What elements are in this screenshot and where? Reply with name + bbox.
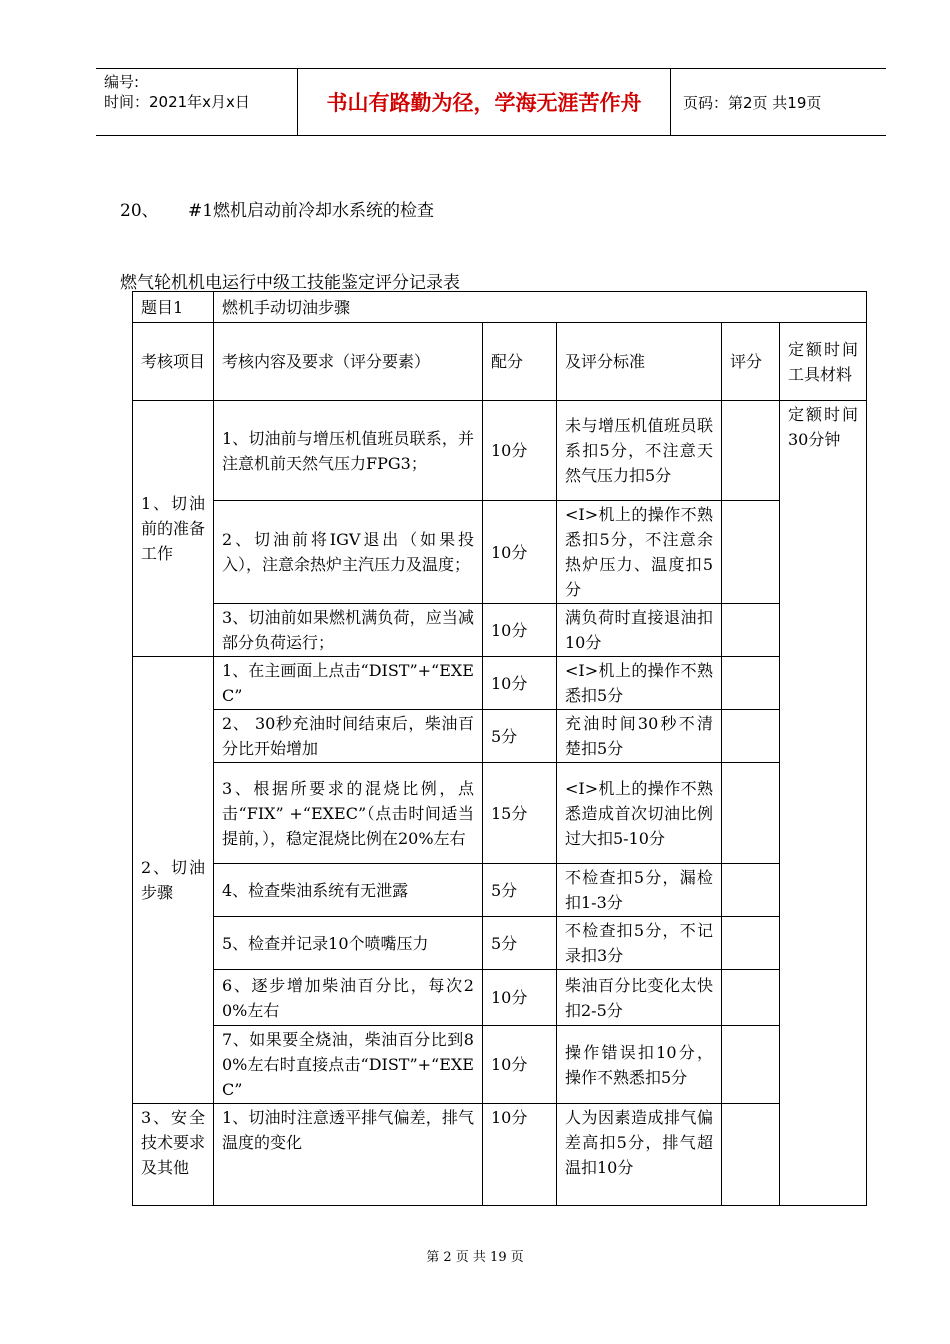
time-label: 时间：2021年x月x日 [104,93,250,111]
score-cell: 10分 [483,1104,557,1206]
table-row [133,1026,867,1104]
rating-cell[interactable] [722,501,780,604]
score-cell: 10分 [483,604,557,657]
table-row [133,657,867,710]
standard-cell: <I>机上的操作不熟悉扣5分 [557,657,722,710]
content-cell: 1、切油时注意透平排气偏差，排气温度的变化 [214,1104,483,1206]
rating-cell[interactable] [722,917,780,970]
page-header [96,68,886,136]
table-row [133,917,867,970]
quota-cell: 定额时间30分钟 [780,401,867,1206]
group-item: 1、切油前的准备工作 [133,401,214,657]
content-cell: 2、 30秒充油时间结束后，柴油百分比开始增加 [214,710,483,763]
standard-cell: 充油时间30秒不清楚扣5分 [557,710,722,763]
header-row [133,323,867,401]
standard-cell: 不检查扣5分，漏检扣1-3分 [557,864,722,917]
table-row [133,710,867,763]
col-header-standard: 及评分标准 [557,323,722,401]
content-cell: 5、检查并记录10个喷嘴压力 [214,917,483,970]
content-cell: 1、切油前与增压机值班员联系，并注意机前天然气压力FPG3； [214,401,483,501]
content-cell: 3、切油前如果燃机满负荷，应当减部分负荷运行； [214,604,483,657]
standard-cell: 未与增压机值班员联系扣5分，不注意天然气压力扣5分 [557,401,722,501]
section-number: 20、 [120,201,159,221]
rating-cell[interactable] [722,710,780,763]
header-page-info: 页码：第2页 共19页 [683,93,822,112]
table-caption: 燃气轮机机电运行中级工技能鉴定评分记录表 [120,273,460,293]
rating-cell[interactable] [722,657,780,710]
table-row [133,864,867,917]
score-cell: 5分 [483,917,557,970]
header-meta [96,69,298,135]
standard-cell: <I>机上的操作不熟悉造成首次切油比例过大扣5-10分 [557,763,722,864]
serial-label: 编号: [104,73,140,91]
col-header-item: 考核项目 [133,323,214,401]
score-cell: 10分 [483,1026,557,1104]
rating-cell[interactable] [722,604,780,657]
rating-cell[interactable] [722,864,780,917]
col-header-quota: 定额时间工具材料 [780,323,867,401]
standard-cell: <I>机上的操作不熟悉扣5分，不注意余热炉压力、温度扣5分 [557,501,722,604]
content-cell: 2、切油前将IGV退出（如果投入），注意余热炉主汽压力及温度； [214,501,483,604]
content-cell: 7、如果要全烧油，柴油百分比到80%左右时直接点击“DIST”+“EXEC” [214,1026,483,1104]
col-header-content: 考核内容及要求（评分要素） [214,323,483,401]
standard-cell: 满负荷时直接退油扣10分 [557,604,722,657]
score-cell: 10分 [483,501,557,604]
header-motto: 书山有路勤为径，学海无涯苦作舟 [298,69,671,135]
topic-label: 题目1 [133,292,214,323]
group-item: 2、切油步骤 [133,657,214,1104]
content-cell: 6、逐步增加柴油百分比，每次20%左右 [214,970,483,1026]
standard-cell: 不检查扣5分，不记录扣3分 [557,917,722,970]
topic-value: 燃机手动切油步骤 [214,292,867,323]
score-cell: 5分 [483,864,557,917]
standard-cell: 操作错误扣10分，操作不熟悉扣5分 [557,1026,722,1104]
table-row [133,970,867,1026]
score-cell: 10分 [483,970,557,1026]
standard-cell: 人为因素造成排气偏差高扣5分，排气超温扣10分 [557,1104,722,1206]
content-cell: 4、检查柴油系统有无泄露 [214,864,483,917]
score-table [132,291,867,1206]
rating-cell[interactable] [722,970,780,1026]
page-footer: 第 2 页 共 19 页 [426,1250,524,1265]
section-heading: #1燃机启动前冷却水系统的检查 [188,201,435,221]
score-cell: 10分 [483,657,557,710]
table-row [133,763,867,864]
rating-cell[interactable] [722,401,780,501]
score-cell: 15分 [483,763,557,864]
content-cell: 3、根据所要求的混烧比例，点击“FIX” +“EXEC”（点击时间适当提前，），稳定混烧比例在20%左右 [214,763,483,864]
table-row [133,604,867,657]
col-header-score: 配分 [483,323,557,401]
col-header-rating: 评分 [722,323,780,401]
rating-cell[interactable] [722,1026,780,1104]
topic-row [133,292,867,323]
rating-cell[interactable] [722,763,780,864]
table-row [133,1104,867,1206]
content-cell: 1、在主画面上点击“DIST”+“EXEC” [214,657,483,710]
section-title [120,196,434,221]
standard-cell: 柴油百分比变化太快扣2-5分 [557,970,722,1026]
table-row [133,501,867,604]
score-cell: 5分 [483,710,557,763]
group-item: 3、安全技术要求及其他 [133,1104,214,1206]
score-cell: 10分 [483,401,557,501]
table-row [133,401,867,501]
rating-cell[interactable] [722,1104,780,1206]
